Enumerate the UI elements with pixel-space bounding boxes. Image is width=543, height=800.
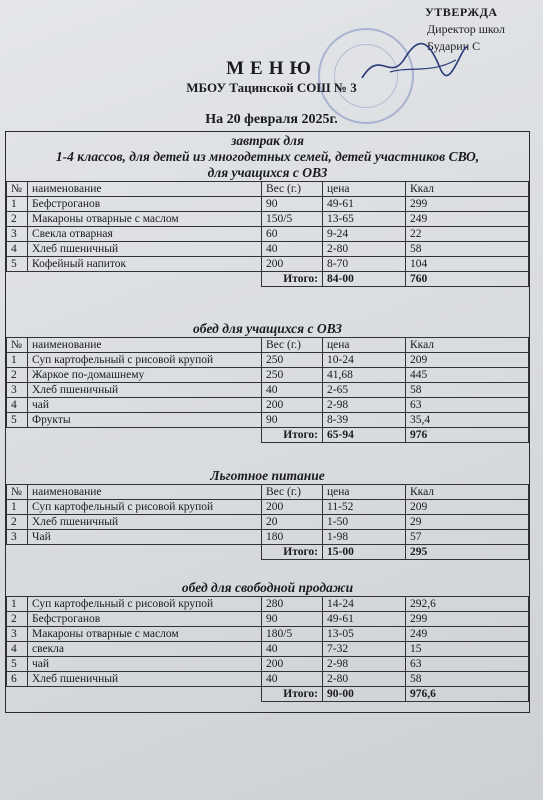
approval-director: Директор школ bbox=[427, 22, 505, 36]
page-title: МЕНЮ bbox=[226, 58, 317, 79]
table-row: 4 свекла 40 7-32 15 bbox=[7, 642, 529, 657]
section-title: обед для свободной продажи bbox=[181, 580, 354, 595]
table-row: 1 Суп картофельный с рисовой крупой 280 14-24 292,6 bbox=[7, 597, 529, 612]
section-title: обед для учащихся с ОВЗ bbox=[192, 321, 342, 336]
section-lunch-ovz bbox=[6, 321, 529, 443]
section-subsidized bbox=[6, 468, 529, 560]
table-header: № наименование Вес (г.) цена Ккал bbox=[7, 182, 529, 197]
menu-table bbox=[6, 484, 529, 560]
table-row: 5 Кофейный напиток 200 8-70 104 bbox=[7, 257, 529, 272]
menu-table bbox=[6, 596, 529, 702]
table-row: 1 Суп картофельный с рисовой крупой 250 10-24 209 bbox=[7, 353, 529, 368]
table-row: 2 Жаркое по-домашнему 250 41,68 445 bbox=[7, 368, 529, 383]
table-row: 2 Хлеб пшеничный 20 1-50 29 bbox=[7, 515, 529, 530]
section-title: завтрак для 1-4 классов, для детей из многодетных семей, детей участников СВО, для учащихся с ОВЗ bbox=[55, 133, 480, 180]
menu-date: На 20 февраля 2025г. bbox=[205, 112, 338, 127]
table-row: 3 Чай 180 1-98 57 bbox=[7, 530, 529, 545]
table-row: 3 Свекла отварная 60 9-24 22 bbox=[7, 227, 529, 242]
section-free-sale bbox=[6, 580, 529, 702]
table-row: 4 чай 200 2-98 63 bbox=[7, 398, 529, 413]
table-row: 2 Макароны отварные с маслом 150/5 13-65 249 bbox=[7, 212, 529, 227]
school-name: МБОУ Тацинской СОШ № 3 bbox=[186, 80, 357, 95]
table-header: № наименование Вес (г.) цена Ккал bbox=[7, 338, 529, 353]
table-row: 6 Хлеб пшеничный 40 2-80 58 bbox=[7, 672, 529, 687]
table-row: 5 чай 200 2-98 63 bbox=[7, 657, 529, 672]
section-title: Льготное питание bbox=[210, 468, 325, 483]
table-row: 1 Бефстроганов 90 49-61 299 bbox=[7, 197, 529, 212]
table-row: 3 Макароны отварные с маслом 180/5 13-05 249 bbox=[7, 627, 529, 642]
menu-table bbox=[6, 181, 529, 287]
total-row: Итого: 90-00 976,6 bbox=[7, 687, 529, 702]
menu-sheet bbox=[5, 131, 530, 713]
section-breakfast bbox=[6, 133, 529, 287]
approval-title: УТВЕРЖДА bbox=[425, 5, 498, 19]
table-row: 4 Хлеб пшеничный 40 2-80 58 bbox=[7, 242, 529, 257]
table-header: № наименование Вес (г.) цена Ккал bbox=[7, 485, 529, 500]
total-row: Итого: 65-94 976 bbox=[7, 428, 529, 443]
total-row: Итого: 84-00 760 bbox=[7, 272, 529, 287]
table-row: 3 Хлеб пшеничный 40 2-65 58 bbox=[7, 383, 529, 398]
approval-name: Бударин С bbox=[427, 39, 481, 53]
table-row: 1 Суп картофельный с рисовой крупой 200 11-52 209 bbox=[7, 500, 529, 515]
total-row: Итого: 15-00 295 bbox=[7, 545, 529, 560]
menu-table bbox=[6, 337, 529, 443]
table-row: 5 Фрукты 90 8-39 35,4 bbox=[7, 413, 529, 428]
table-row: 2 Бефстроганов 90 49-61 299 bbox=[7, 612, 529, 627]
